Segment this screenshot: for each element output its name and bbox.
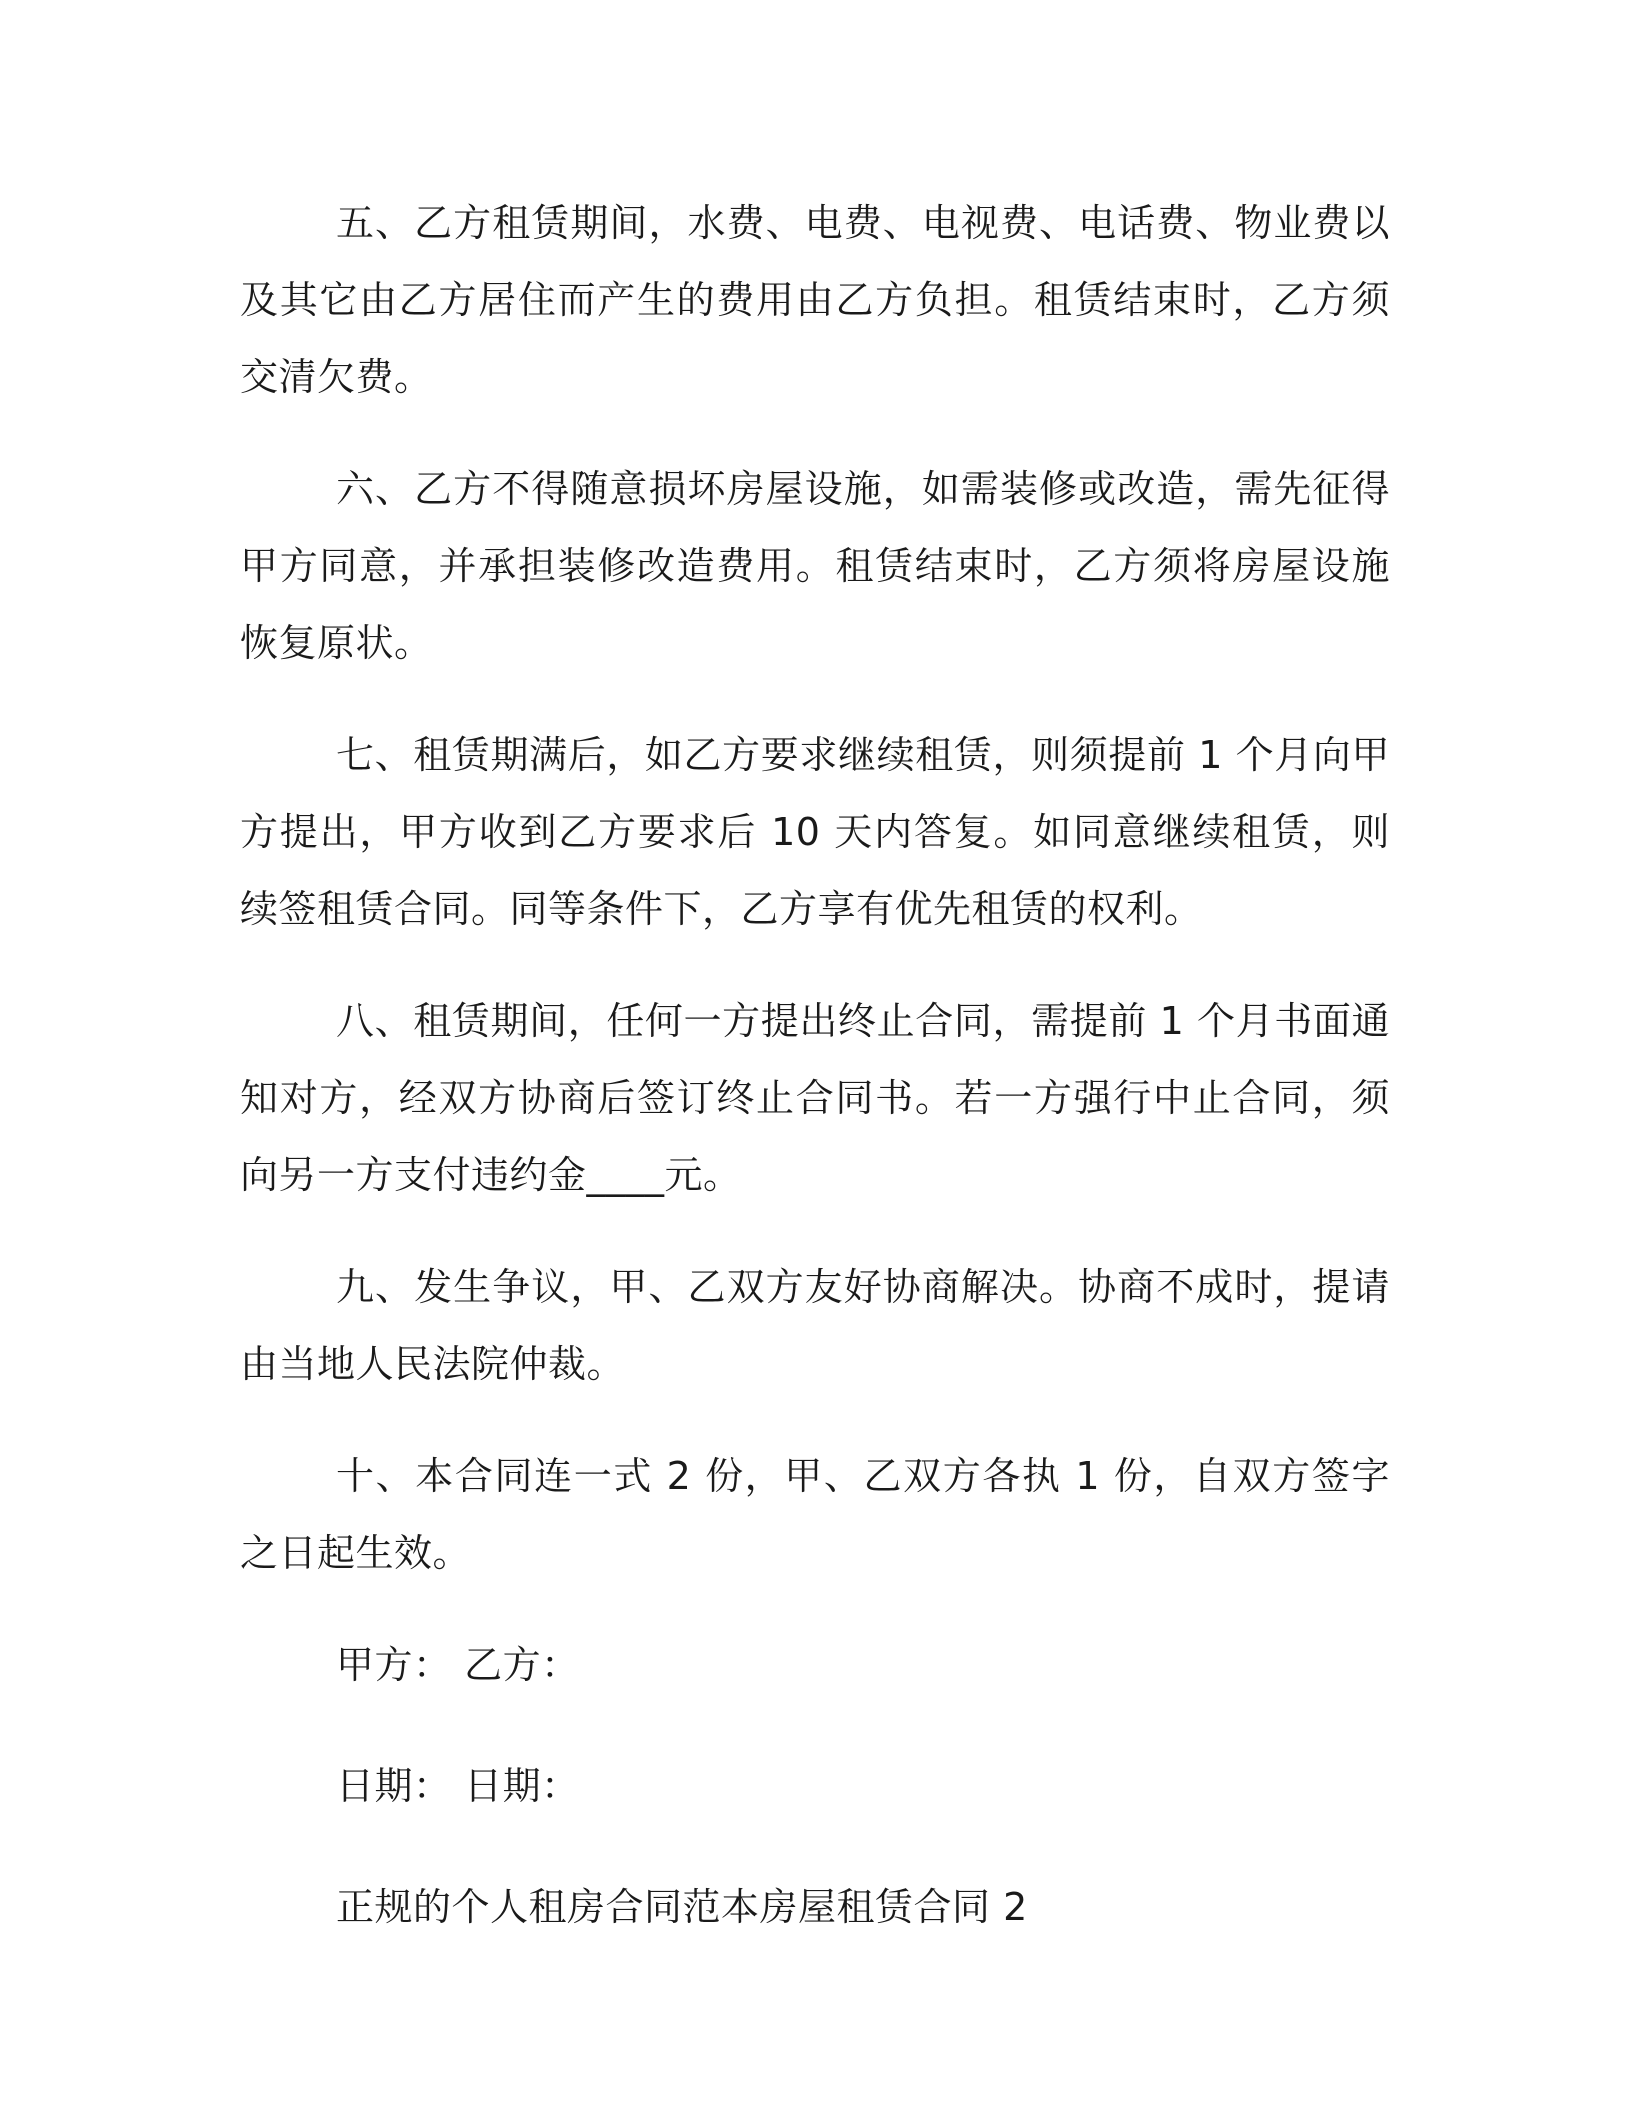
clause-10: 十、本合同连一式 2 份，甲、乙双方各执 1 份，自双方签字之日起生效。: [240, 1454, 1390, 1575]
clause-7: 七、租赁期满后，如乙方要求继续租赁，则须提前 1 个月向甲方提出，甲方收到乙方要求后 10 天内答复。如同意继续租赁，则续签租赁合同。同等条件下，乙方享有优先租赁的权利。: [240, 733, 1390, 931]
clause-5: 五、乙方租赁期间，水费、电费、电视费、电话费、物业费以及其它由乙方居住而产生的费用由乙方负担。租赁结束时，乙方须交清欠费。: [240, 201, 1390, 399]
clause-9: 九、发生争议，甲、乙双方友好协商解决。协商不成时，提请由当地人民法院仲裁。: [240, 1265, 1390, 1386]
date-line: 日期： 日期：: [336, 1764, 580, 1808]
signature-line: 甲方： 乙方：: [336, 1643, 580, 1687]
document-page: [240, 185, 1390, 1946]
next-contract-title: 正规的个人租房合同范本房屋租赁合同 2: [336, 1885, 1028, 1929]
clause-6: 六、乙方不得随意损坏房屋设施，如需装修或改造，需先征得甲方同意，并承担装修改造费用。租赁结束时，乙方须将房屋设施恢复原状。: [240, 467, 1390, 665]
clause-8: 八、租赁期间，任何一方提出终止合同，需提前 1 个月书面通知对方，经双方协商后签订终止合同书。若一方强行中止合同，须向另一方支付违约金____元。: [240, 999, 1390, 1197]
